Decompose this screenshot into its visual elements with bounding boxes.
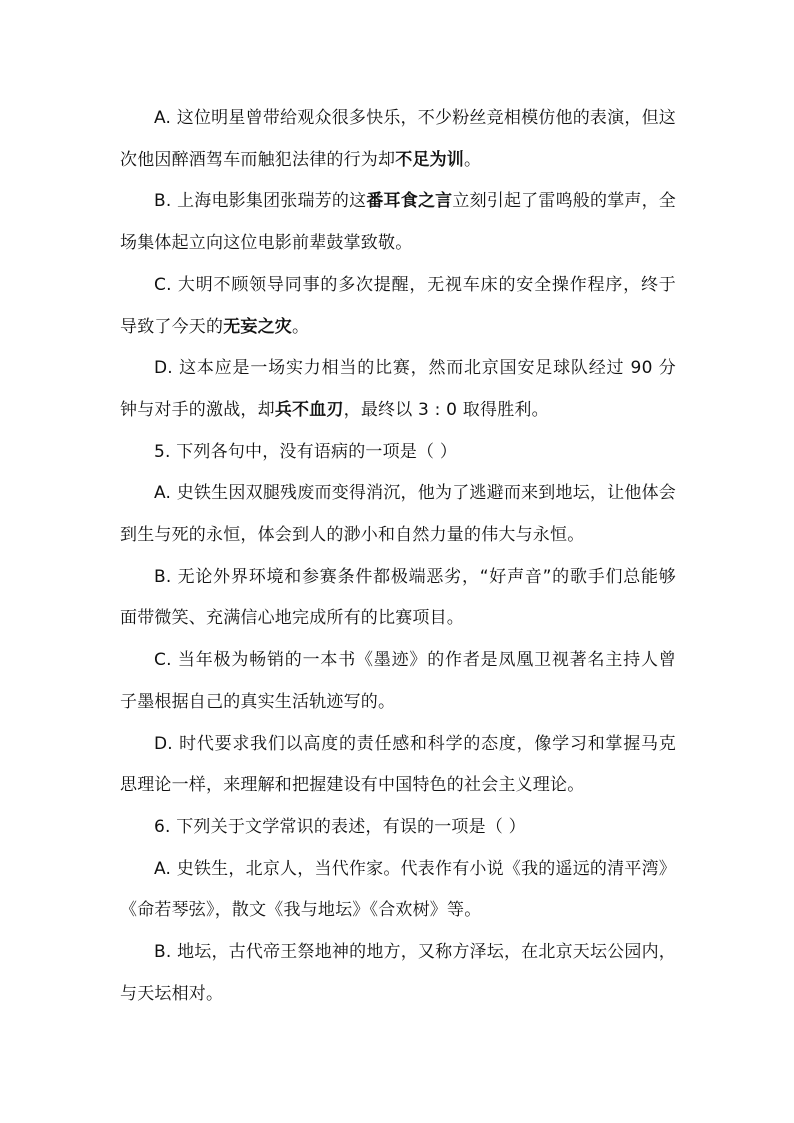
option-5a — [120, 473, 676, 556]
option-text: A. 这位明星曾带给观众很多快乐，不少粉丝竞相模仿他的表演，但这次他因醉酒驾车而触犯法律的行为却 — [120, 108, 676, 170]
option-4b — [120, 181, 676, 264]
idiom-bold: 番耳食之言 — [366, 191, 453, 212]
option-text-end: 。 — [292, 316, 310, 337]
question-5 — [120, 432, 676, 474]
document-body — [120, 98, 676, 1015]
option-text: B. 地坛，古代帝王祭地神的地方，又称方泽坛，在北京天坛公园内，与天坛相对。 — [120, 942, 676, 1004]
option-5d — [120, 724, 676, 807]
idiom-bold: 无妄之灾 — [223, 316, 293, 337]
option-text: C. 大明不顾领导同事的多次提醒，无视车床的安全操作程序，终于导致了今天的 — [120, 274, 676, 337]
option-text-end: 立刻引起了雷鸣般的掌声，全场集体起立向这位电影前辈鼓掌致敬。 — [120, 191, 677, 254]
option-text: B. 无论外界环境和参赛条件都极端恶劣，“好声音”的歌手们总能够面带微笑、充满信心地完成所有的比赛项目。 — [120, 566, 676, 629]
option-text: D. 时代要求我们以高度的责任感和科学的态度，像学习和掌握马克思理论一样，来理解和把握建设有中国特色的社会主义理论。 — [120, 733, 676, 796]
idiom-bold: 兵不血刃 — [274, 399, 344, 420]
question-text: 5. 下列各句中，没有语病的一项是（ ） — [154, 441, 458, 462]
option-5c — [120, 640, 676, 723]
option-text: A. 史铁生，北京人，当代作家。代表作有小说《我的遥远的清平湾》《命若琴弦》，散文《我与地坛》《合欢树》等。 — [120, 858, 676, 921]
option-text-end: ，最终以 3 : 0 取得胜利。 — [343, 399, 549, 420]
option-6a — [120, 849, 676, 932]
option-text: C. 当年极为畅销的一本书《墨迹》的作者是凤凰卫视著名主持人曾子墨根据自己的真实生活轨迹写的。 — [120, 650, 676, 712]
option-4a — [120, 98, 676, 181]
question-text: 6. 下列关于文学常识的表述，有误的一项是（ ） — [154, 816, 526, 837]
option-text: D. 这本应是一场实力相当的比赛，然而北京国安足球队经过 90 分钟与对手的激战，却 — [120, 358, 676, 420]
option-6b — [120, 932, 676, 1015]
option-text-end: 。 — [464, 149, 482, 170]
question-6 — [120, 807, 676, 849]
option-5b — [120, 557, 676, 640]
option-text: B. 上海电影集团张瑞芳的这 — [154, 191, 367, 212]
idiom-bold: 不足为训 — [395, 149, 465, 170]
option-4c — [120, 265, 676, 348]
option-text: A. 史铁生因双腿残废而变得消沉，他为了逃避而来到地坛，让他体会到生与死的永恒，体会到人的渺小和自然力量的伟大与永恒。 — [120, 483, 676, 546]
option-4d — [120, 348, 676, 431]
